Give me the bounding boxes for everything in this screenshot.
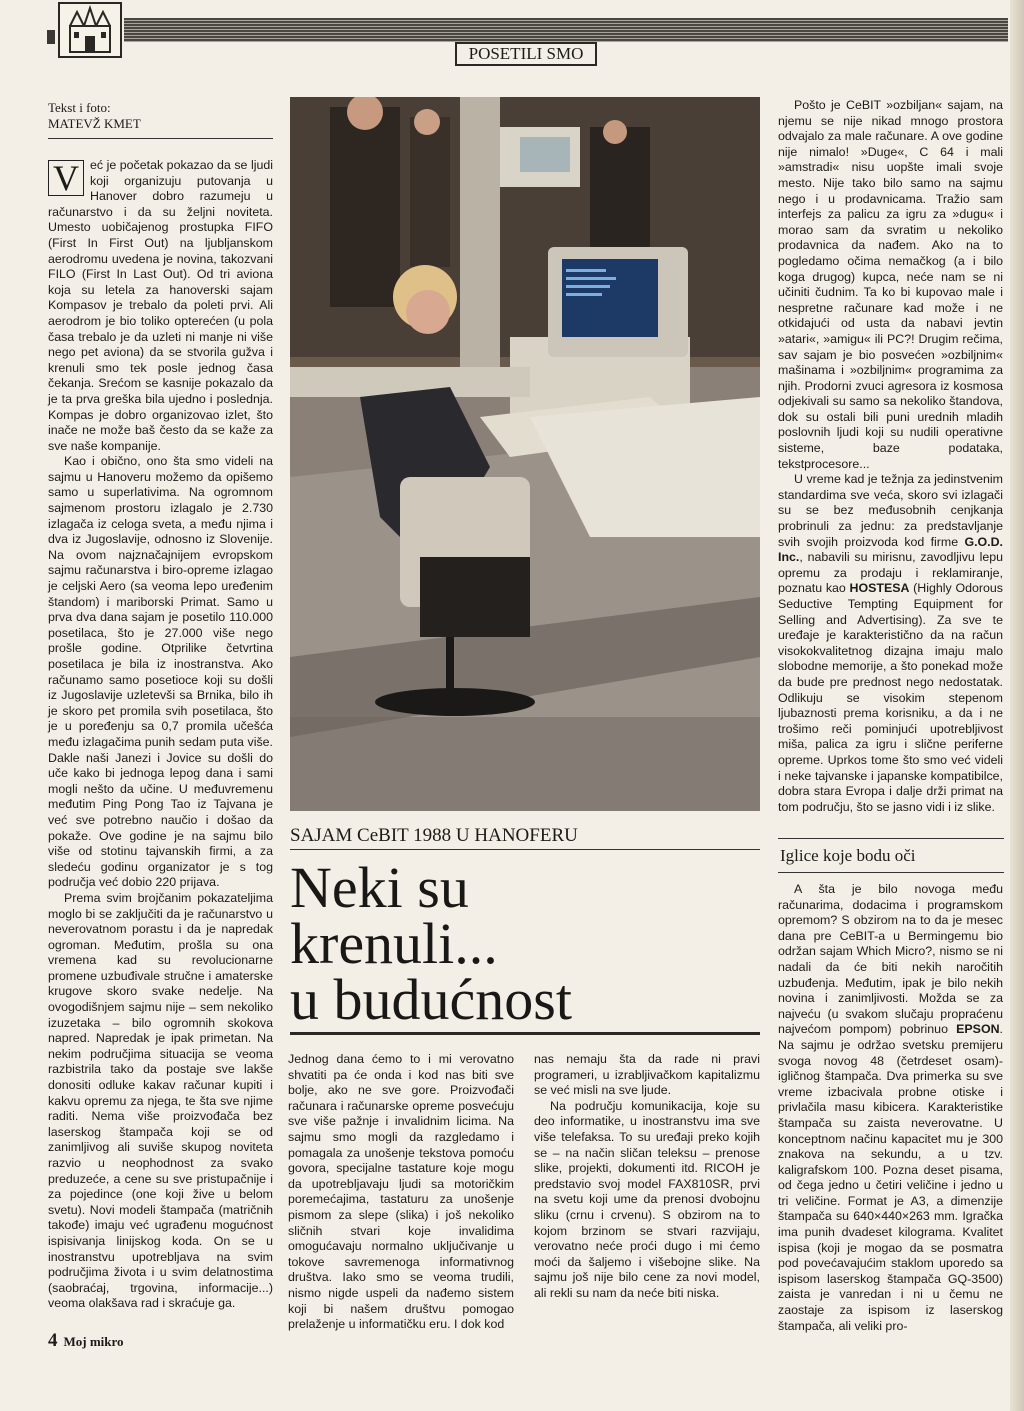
paragraph-text: U vreme kad je težnja za jedinstvenim standardima sve veća, skoro svi izlagači su se bez međusobnih cenjkanja probrinuli za jednu: za predstavljanje svih svojih proizvoda kod firme <box>778 472 1003 549</box>
credits <box>48 100 273 139</box>
magazine-name: Moj mikro <box>63 1334 124 1349</box>
company-name: G.O.D. Inc. <box>778 534 1003 565</box>
article-column-1 <box>48 158 273 1312</box>
subhead-rule-top <box>778 838 1004 839</box>
paragraph-text: A šta je bilo novoga među računarima, dodacima i programskom opremom? S obzirom na to da je mesec dana pre CeBIT-a u Bermingemu bio održan sajam Which Micro?, nismo se ni nadali da će biti nekih naročitih uzbuđenja. Međutim, ipak je bilo nekih novina i zanimljivosti. Možda se za najveću (u svakom slučaju propraćenu najvećom pompom) pobrinuo <box>778 882 1003 1037</box>
headline-line: u budućnost <box>290 967 572 1032</box>
kicker-rule <box>290 849 760 850</box>
article-headline <box>290 855 760 1032</box>
paragraph-text: . Na sajmu je održao svetsku premijeru svoga novog 48 (četrdeset osam)-igličnog štampača. Dva primerka su sve vreme izbacivala probne otiske i privlačila masu kibicera. Karakteristike štampača su zaista neverovatne. U konceptnom načinu kapacitet mu je 300 znakova na sekundu, a u tzv. kaligrafskom 100. Pozna deset pisama, od čega jedno u četiri veličine i jedno u tri veličine. Format je A3, a dimenzije štampača su 640×440×263 mm. Igračka ima punih dvadeset kilograma. Kvalitet ispisa (koji je mogao da se posmatra pod povećavajućim staklom uporedo sa ispisom laserskog štampača GQ-3500) zaista je vanredan i ni u čemu ne zaostaje za ispisom iz laserskog štampača, ali veliki pro- <box>778 1022 1003 1333</box>
header-mark <box>47 30 55 44</box>
headline-line: krenuli... <box>290 911 498 976</box>
paragraph <box>778 472 1003 815</box>
castle-icon <box>60 4 120 56</box>
page-footer <box>48 1330 124 1352</box>
paragraph-text: (Highly Odorous Seductive Tempting Equipment for Selling and Advertising). Za sve te uređaje je karakteristično da na račun visokokvalitetnog dizajna imaju malo slobodne memorije, a što ponekad može da bude pre prednost nego nedostatak. Odlikuju se visokim stepenom ljubaznosti prema korisniku, a da i ne trošimo reči pominjući upotrebljivost miša, palica za igru i slične periferne opreme. Uprkos tome što smo već videli i neke tajvanske i japanske kompatibilce, dobra stara Evropa i dalje drži primat na tom području, što se jasno vidi i iz slike. <box>778 581 1003 814</box>
article-column-3b <box>778 882 1003 1334</box>
subhead-rule-bottom <box>778 872 1004 873</box>
article-column-2a <box>288 1052 514 1333</box>
paragraph-text: , nabavili su mirisnu, zavodljivu lepu opremu za prodaju i reklamiranje, poznatu kao <box>778 550 1003 596</box>
credits-line1: Tekst i foto: <box>48 100 111 115</box>
paragraph: Prema svim brojčanim pokazateljima moglo bi se zaključiti da je računarstvo u neverovatnom porastu i da je napredak ogroman. Međutim, prošla su ona vremena kad su revolucionarne promene uzbuđivale stručne i amaterske krugove skoro svake nedelje. Na ovogodišnjem sajmu nije – sem nekoliko izuzetaka – bilo ogromnih skokova napred. Napredak je ipak primetan. Na nekim područjima situacija se veoma razbistrila tako da postaje sve lakše donositi odluke kakav računar kupiti i kakvu opremu za njega, te šta sve njime raditi. Nema više proizvođača bez laserskog štampača koji se od zanimljivog ali suviše skupog noviteta razvio u neophodnost za svako preduzeće, a cene su sve pristupačnije i za pojedince (one koji žive u belom svetu). Novi modeli štampača (matričnih takođe) imaju već ugrađenu mogućnost ispisivanja linijskog koda. On se u inostranstvu upotrebljava na svim područjima života i u svim delatnostima (saobraćaj, trgovina, informacije...) veoma olakšava rad i skraćuje ga. <box>48 890 273 1311</box>
paragraph <box>48 158 273 454</box>
article-kicker: SAJAM CeBIT 1988 U HANOFERU <box>290 825 578 846</box>
page-number: 4 <box>48 1330 58 1351</box>
section-subhead: Iglice koje bodu oči <box>780 846 916 865</box>
paragraph: Jednog dana ćemo to i mi verovatno shvatiti pa će onda i kod nas biti sve bolje, ako ne sve gore. Proizvođači računara i računarske opreme posvećuju sve više pažnje i invalidnim licima. Na sajmu smo mogli da razgledamo i pomagala za unošenje tekstova pomoću govora, specijalne tastature koje mogu da upotrebljavaju ljudi sa motoričkim poremećajima, tastaturu za unošenje pismom za slepe (slika) i još nekoliko sličnih stvari koje invalidima omogućavaju normalno uključivanje u tokove savremenoga informativnog društva. Iako smo se veoma trudili, nismo nigde uspeli da nađemo sistem koji bi našem društvu pomogao prelaženje u informatičku eru. I dok kod <box>288 1052 514 1332</box>
exhibition-photo <box>290 97 760 811</box>
credits-author: MATEVŽ KMET <box>48 116 141 131</box>
drop-cap: V <box>48 160 84 196</box>
paragraph-text: eć je početak pokazao da se ljudi koji organizuju putovanja u Hanover dobro razumeju u računarstvo i da su željni noviteta. Umesto uobičajenog prostupka FIFO (First In First Out) na ljubljanskom aerodromu uvedena je novina, takozvani FILO (First In Last Out). Od tri aviona koja su letela za hanoverski sajam Kompasov je trebalo da poleti prvi. Ali aerodrom je bio toliko opterećen (u pola časa trebalo je da uzleti ni manje ni više nego pet aviona) da se stvorila gužva i krenuli smo tek posle jednog časa čekanja. Srećom se kasnije pokazalo da je ta prva greška bila ujedno i poslednja. Kompas je dobro organizovao izlet, što inače ne može baš često da se kaže za sve naše kompanije. <box>48 158 273 453</box>
product-name: HOSTESA <box>849 581 910 596</box>
credits-rule <box>48 138 273 139</box>
brand-name: EPSON <box>956 1022 1000 1037</box>
headline-rule <box>290 1032 760 1035</box>
paragraph <box>778 882 1003 1334</box>
header-bar <box>124 18 1008 42</box>
magazine-logo <box>58 2 122 58</box>
paragraph: Pošto je CeBIT »ozbiljan« sajam, na njemu se nije nikad mnogo prostora odvajalo za male računare. A ove godine nije nimalo! »Duge«, C 64 i mali »amstradi« nisu uopšte imali svoje mesto. Nije tako bilo samo na sajmu nego i u prodavnicama. Tražio sam interfejs za palicu za igru za »dugu« i morao sam da svratim u nekoliko prodavnica da nađem. Ako na to pogledamo očima nemačkog (a i bilo koga drugog) kupca, neće nam se ni učiniti čudnim. Ta ko bi kupovao male i nespretne računare kad može i ne otkidajući od usta da nabavi jevtin »atari«, »amigu« ili PC?! Drugim rečima, sav sajam je bio posvećen »ozbiljnim« mašinama i »ozbiljnim« programima za njih. Prodorni zvuci agresora iz kosmosa odjekivali su samo sa nekoliko štandova, dok su ostali bili puni urednih mladih poslovnih ljudi koji su nudili operativne sisteme, baze podataka, tekstprocesore... <box>778 98 1003 471</box>
paragraph: Kao i obično, ono šta smo videli na sajmu u Hanoveru možemo da opišemo samo u superlativima. Na ogromnom sajmenom prostoru izlagalo je 2.730 izlagača iz celoga sveta, a među njima i dva iz Jugoslavije, odnosno iz Slovenije. Na ovom najznačajnijem evropskom sajmu računarstva i biro-opreme izlagao je celjski Aero (sa veoma lepo uređenim štandom) i mariborski Primat. Samo u prva dva dana sajam je posetilo 110.000 posetilaca, što je 27.000 više nego prošle godine. Otprilike četvrtina posetilaca je bila iz inostranstva. Ako računamo samo posetioce koji su došli iz Jugoslavije uzletevši sa Brnika, bilo ih je skoro pet promila svih posetilaca, što je u poređenju sa 0,7 promila učešća među izlagačima punih sedam puta više. Dakle naši Janezi i Jovice su došli do uče kako bi jednoga lepog dana i sami mogli nešto da učine. U međuvremenu međutim Ping Pong Tao iz Tajvana je već sve potrebno naučio i došao da pokaže. Ove godine je na sajmu bilo više od stotinu tajvanskih firmi, a za sledeću godinu organizator je s tog područja već dobio 220 prijava. <box>48 454 273 890</box>
section-label: POSETILI SMO <box>455 42 597 66</box>
paragraph: Na području komunikacija, koje su deo informatike, u inostranstvu ima sve više telefaksa. To su uređaji preko kojih se – na način sličan teleksu – prenose slike, projekti, dokumenti itd. RICOH je predstavio svoj model FAX810SR, prvi na svetu koji ume da prenosi dvobojnu sliku (crnu i crvenu). S obzirom na to kojom brzinom se stvari razvijaju, verovatno neće proći dugo i mi ćemo moći da šaljemo i višebojne slike. Na sajmu još nije bilo cene za novi model, ali rekli su nam da neće biti niska. <box>534 1098 760 1300</box>
paragraph: nas nemaju šta da rade ni pravi programeri, u izrabljivačkom kapitalizmu se već misli na sve ljude. <box>534 1052 760 1098</box>
page-edge <box>1010 0 1024 1411</box>
article-column-2b <box>534 1052 760 1302</box>
article-column-3 <box>778 98 1003 815</box>
headline-line: Neki su <box>290 855 469 920</box>
